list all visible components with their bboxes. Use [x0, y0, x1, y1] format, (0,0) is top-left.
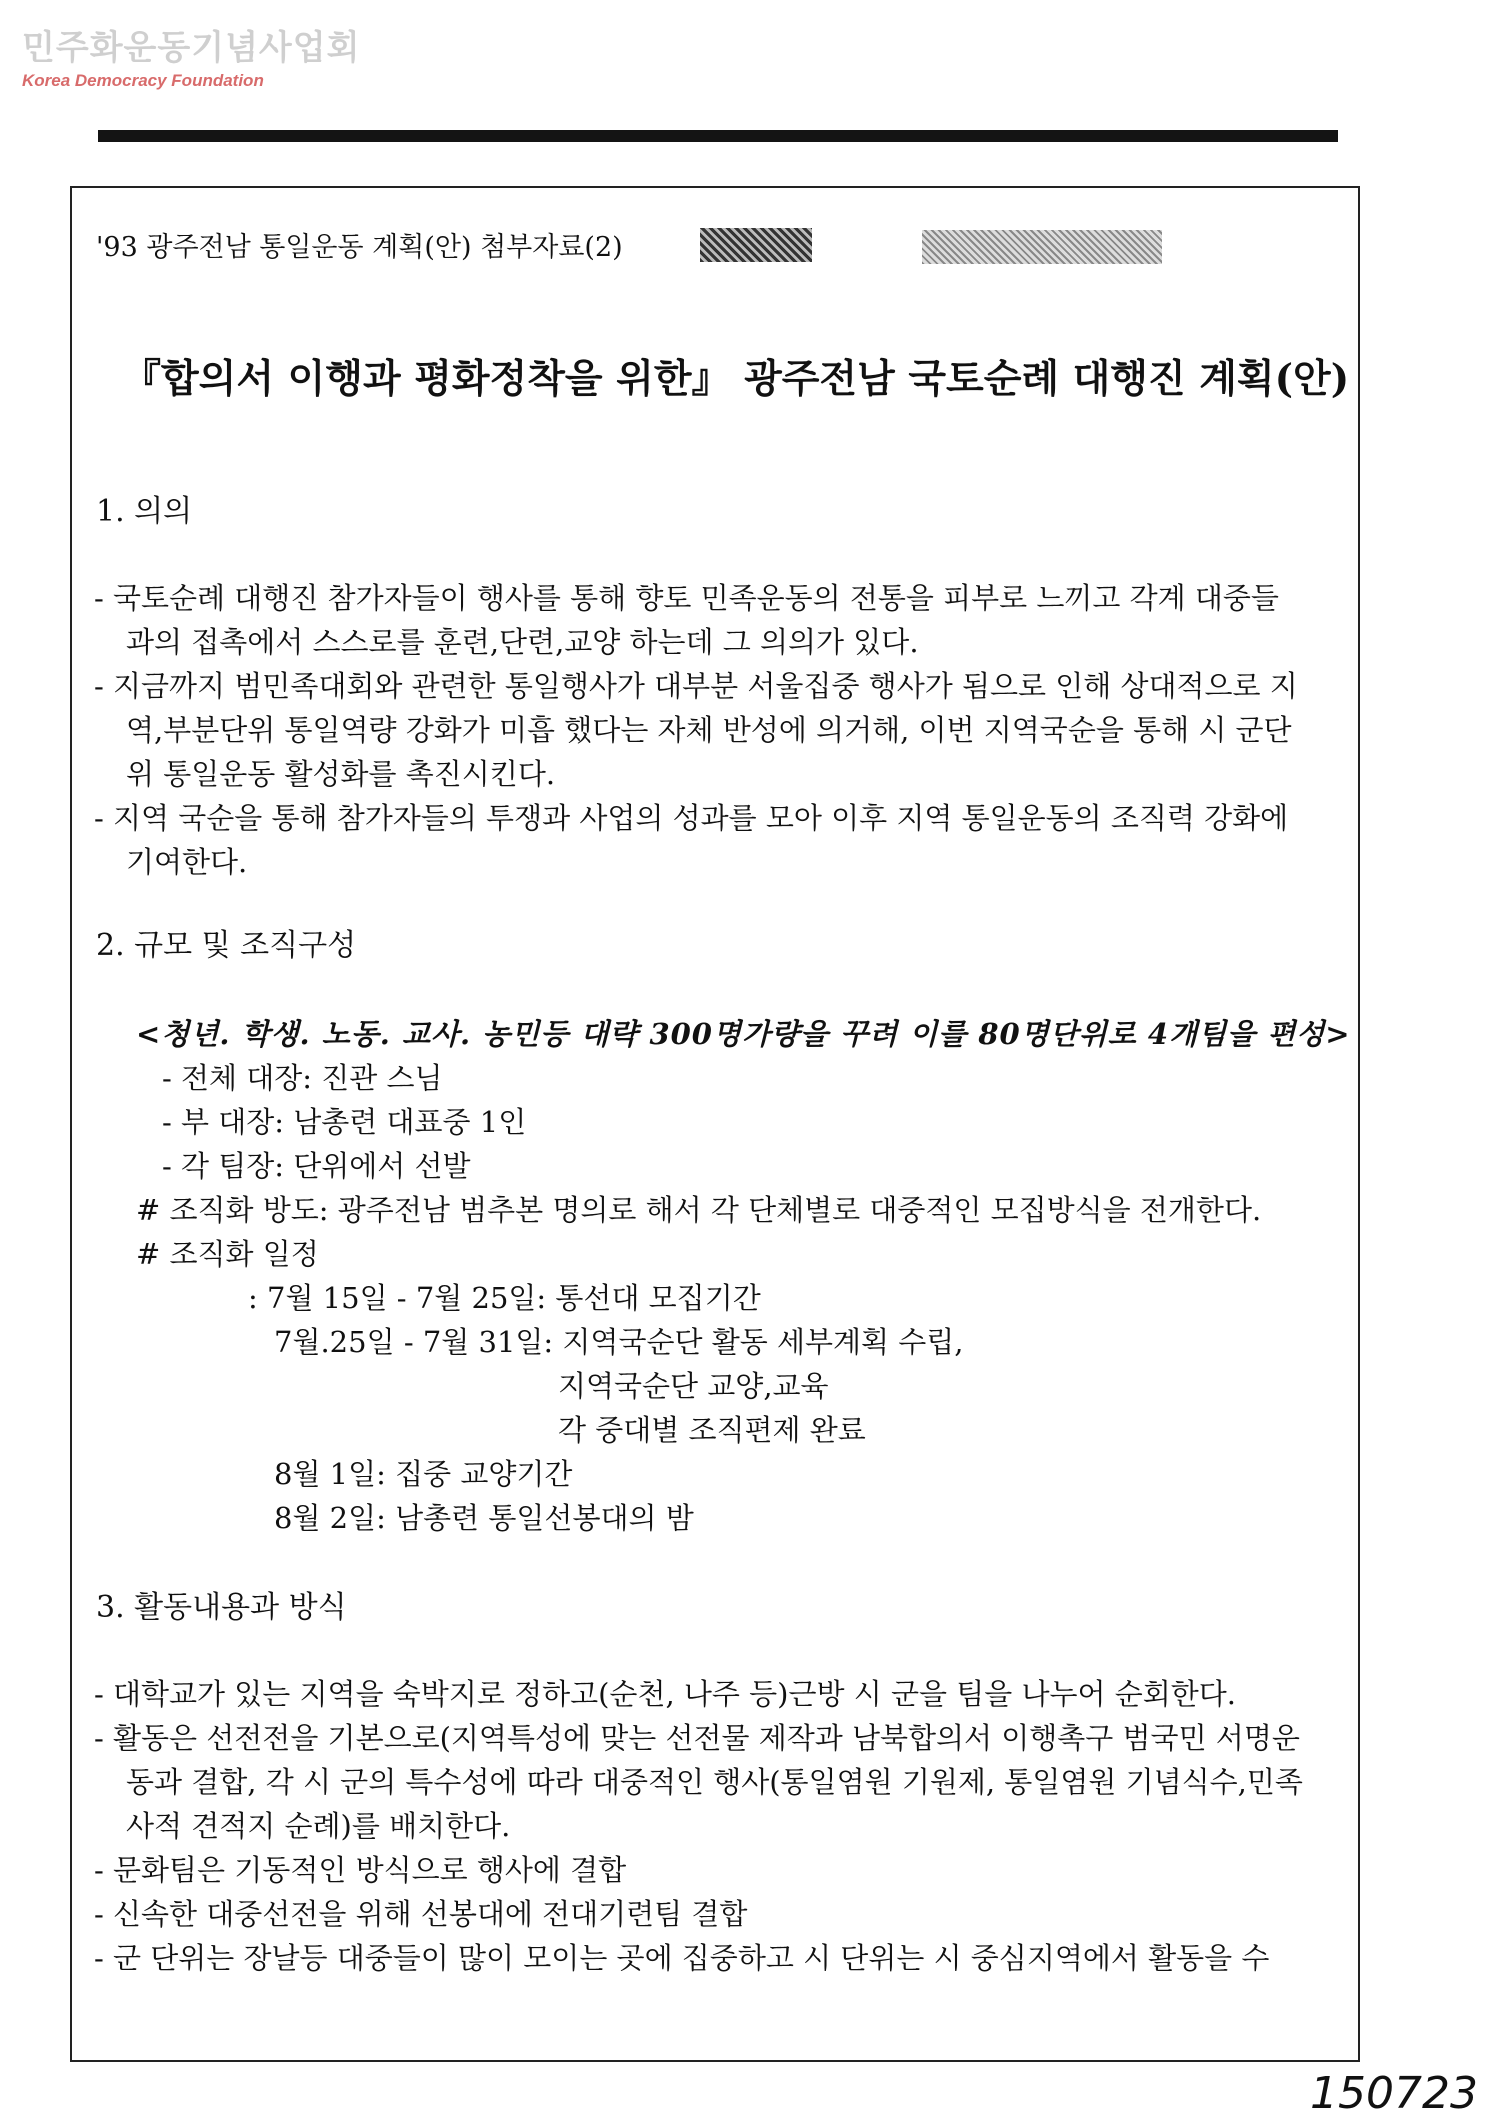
section-1-heading: 1. 의의: [96, 494, 193, 529]
s3-line-4: 사적 견적지 순례)를 배치한다.: [126, 1809, 511, 1843]
redaction-block-1: [700, 228, 812, 262]
logo-korean-text: 민주화운동기념사업회: [22, 28, 361, 68]
document-number: 150723: [1310, 2068, 1478, 2119]
s2-org-vice-leader: - 부 대장: 남총련 대표중 1인: [162, 1105, 527, 1139]
s1-line-3: - 지금까지 범민족대회와 관련한 통일행사가 대부분 서울집중 행사가 됨으로 인해 상대적으로 지: [94, 669, 1298, 703]
s2-schedule-item-1: : 7월 15일 - 7월 25일: 통선대 모집기간: [248, 1281, 761, 1315]
s1-line-5: 위 통일운동 활성화를 촉진시킨다.: [126, 757, 556, 791]
s2-schedule-item-5: 8월 1일: 집중 교양기간: [274, 1457, 573, 1491]
s2-org-team-leader: - 각 팀장: 단위에서 선발: [162, 1149, 471, 1183]
s1-line-4: 역,부분단위 통일역량 강화가 미흡 했다는 자체 반성에 의거해, 이번 지역국순을 통해 시 군단: [126, 713, 1292, 747]
s1-line-1: - 국토순례 대행진 참가자들이 행사를 통해 향토 민족운동의 전통을 피부로 느끼고 각계 대중들: [94, 581, 1279, 615]
s2-handwritten-note: <청년. 학생. 노동. 교사. 농민등 대략 300명가량을 꾸려 이를 80명단위로 4개팀을 편성>: [136, 1017, 1351, 1051]
s2-schedule-item-6: 8월 2일: 남총련 통일선봉대의 밤: [274, 1501, 694, 1535]
document-title: 『합의서 이행과 평화정착을 위한』 광주전남 국토순례 대행진 계획(안): [122, 356, 1350, 402]
s2-schedule-item-2: 7월.25일 - 7월 31일: 지역국순단 활동 세부계획 수립,: [274, 1325, 964, 1359]
s2-org-leader: - 전체 대장: 진관 스님: [162, 1061, 443, 1095]
s1-line-7: 기여한다.: [126, 845, 248, 879]
attachment-header: '93 광주전남 통일운동 계획(안) 첨부자료(2): [96, 232, 623, 263]
s3-line-7: - 군 단위는 장날등 대중들이 많이 모이는 곳에 집중하고 시 단위는 시 중심지역에서 활동을 수: [94, 1941, 1270, 1975]
s3-line-5: - 문화팀은 기동적인 방식으로 행사에 결합: [94, 1853, 627, 1887]
s3-line-3: 동과 결합, 각 시 군의 특수성에 따라 대중적인 행사(통일염원 기원제, 통일염원 기념식수,민족: [126, 1765, 1303, 1799]
document-frame: [70, 186, 1360, 2062]
top-divider-bar: [98, 130, 1338, 142]
s1-line-6: - 지역 국순을 통해 참가자들의 투쟁과 사업의 성과를 모아 이후 지역 통일운동의 조직력 강화에: [94, 801, 1289, 835]
s1-line-2: 과의 접촉에서 스스로를 훈련,단련,교양 하는데 그 의의가 있다.: [126, 625, 919, 659]
section-2-heading: 2. 규모 및 조직구성: [96, 928, 357, 963]
s3-line-2: - 활동은 선전전을 기본으로(지역특성에 맞는 선전물 제작과 남북합의서 이행촉구 범국민 서명운: [94, 1721, 1300, 1755]
s2-org-method: # 조직화 방도: 광주전남 범추본 명의로 해서 각 단체별로 대중적인 모집방식을 전개한다.: [136, 1193, 1262, 1227]
s3-line-1: - 대학교가 있는 지역을 숙박지로 정하고(순천, 나주 등)근방 시 군을 팀을 나누어 순회한다.: [94, 1677, 1236, 1711]
s3-line-6: - 신속한 대중선전을 위해 선봉대에 전대기련팀 결합: [94, 1897, 748, 1931]
logo-english-text: Korea Democracy Foundation: [22, 71, 264, 90]
s2-schedule-heading: # 조직화 일정: [136, 1237, 319, 1271]
section-3-heading: 3. 활동내용과 방식: [96, 1590, 347, 1625]
redaction-block-2: [922, 230, 1162, 264]
foundation-logo: [22, 20, 360, 91]
s2-schedule-item-3: 지역국순단 교양,교육: [558, 1369, 829, 1403]
s2-schedule-item-4: 각 중대별 조직편제 완료: [558, 1413, 866, 1447]
